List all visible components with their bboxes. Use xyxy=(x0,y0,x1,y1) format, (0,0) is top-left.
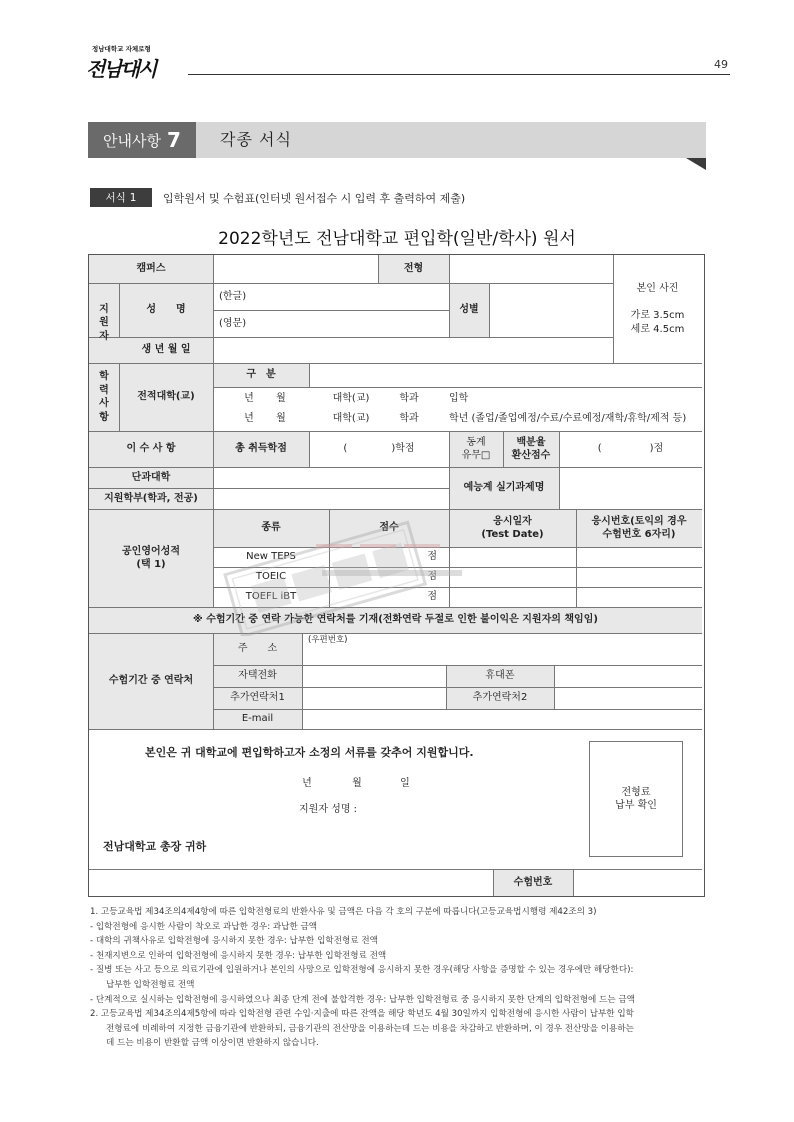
score-unit: )점 xyxy=(649,443,664,455)
academic-char-4: 항 xyxy=(99,411,109,423)
email-field[interactable] xyxy=(302,709,702,729)
test-date-teps[interactable] xyxy=(449,547,576,567)
name-korean-field[interactable]: (한글) xyxy=(219,290,247,302)
document-title: 2022학년도 전남대학교 편입학(일반/학사) 원서 xyxy=(218,229,576,249)
percentile-label xyxy=(503,431,559,467)
track-label: 전형 xyxy=(403,263,424,275)
name-english-field[interactable]: (영문) xyxy=(219,317,247,329)
history-row1-year: 년 xyxy=(244,392,254,404)
gender-label: 성별 xyxy=(459,304,479,316)
section-title: 각종 서식 xyxy=(220,130,292,149)
pledge-statement: 본인은 귀 대학교에 편입학하고자 소정의 서류를 갖추어 지원합니다. xyxy=(145,745,474,759)
home-phone-label: 자택전화 xyxy=(238,670,277,682)
test-date-toefl[interactable] xyxy=(449,587,576,607)
pledge-month[interactable]: 월 xyxy=(352,778,362,790)
applicant-signature[interactable]: 지원자 성명 : xyxy=(299,804,358,816)
extra-contact2-field[interactable] xyxy=(554,687,702,709)
rank-label-line1: 동계 xyxy=(466,436,486,448)
test-id-header xyxy=(576,509,702,547)
history-row2-school: 대학(교) xyxy=(332,412,370,424)
college-label: 단과대학 xyxy=(131,471,171,483)
percentile-label-line1: 백분율 xyxy=(516,436,546,448)
pledge-day[interactable]: 일 xyxy=(400,778,410,790)
history-row2-year: 년 xyxy=(244,412,254,424)
history-row1-dept: 학과 xyxy=(399,392,419,404)
postal-code-field[interactable]: (우편번호) xyxy=(308,635,348,646)
extra-contact1-label: 추가연락처1 xyxy=(230,692,285,704)
note-line: - 입학전형에 응시한 사람이 착오로 과납한 경우: 과납한 금액 xyxy=(90,921,318,932)
fee-confirmation-box[interactable] xyxy=(589,741,683,857)
test-score-toeic[interactable]: 점 xyxy=(427,571,437,583)
english-score-label-line1: 공인영어성적 xyxy=(122,545,180,557)
rank-checkbox[interactable] xyxy=(449,431,503,467)
exam-number-label: 수험번호 xyxy=(513,876,553,888)
score-open-paren: ( xyxy=(597,443,602,455)
note-line: - 단계적으로 실시하는 입학전형에 응시하였으나 최종 단계 전에 불합격한 경우: 납부한 입학전형료 중 응시하지 못한 단계의 입학전형에 드는 금액 xyxy=(90,994,635,1005)
banner-corner-decoration xyxy=(686,158,706,170)
rank-label-line2: 유무□ xyxy=(461,450,491,461)
exam-number-field[interactable] xyxy=(573,869,702,896)
english-score-label-line2: (택 1) xyxy=(136,559,166,570)
fee-label-line2: 납부 확인 xyxy=(615,800,657,811)
section-label xyxy=(88,122,196,158)
extra-contact1-field[interactable] xyxy=(302,687,446,709)
note-line: - 대학의 귀책사유로 입학전형에 응시하지 못한 경우: 납부한 입학전형료 전액 xyxy=(90,936,378,947)
department-field[interactable] xyxy=(213,488,449,509)
academic-char-2: 력 xyxy=(99,384,109,396)
test-name-toefl: TOEFL iBT xyxy=(245,591,297,603)
note-line: 1. 고등교육법 제34조의4제4항에 따른 입학전형료의 반환사유 및 금액은 다음 각 호의 구분에 따릅니다(고등교육법시행령 제42조의 3) xyxy=(90,907,597,917)
note-line: 납부한 입학전형료 전액 xyxy=(106,979,195,990)
note-line: 2. 고등교육법 제34조의4제5항에 따라 입학전형 관련 수입·지출에 따른 잔액을 해당 학년도 4월 30일까지 입학전형에 응시한 사람이 납부한 입학 xyxy=(90,1009,634,1020)
history-row2-status: 학년 (졸업/졸업예정/수료/수료예정/재학/휴학/제적 등) xyxy=(449,412,687,424)
test-id-toefl[interactable] xyxy=(576,587,702,607)
birthdate-field[interactable] xyxy=(213,337,613,363)
credits-unit: )학점 xyxy=(391,443,415,455)
test-type-header: 종류 xyxy=(261,522,281,534)
note-line: 데 드는 비용이 반환할 금액 이상이면 반환하지 않습니다. xyxy=(106,1038,319,1049)
academic-char-1: 학 xyxy=(99,371,109,382)
fee-confirmation-text xyxy=(590,742,682,856)
pledge-year[interactable]: 년 xyxy=(302,778,312,790)
mobile-label: 휴대폰 xyxy=(485,670,515,682)
category-label: 구 분 xyxy=(246,369,276,381)
name-label: 성 명 xyxy=(146,304,186,316)
campus-field[interactable] xyxy=(213,255,378,283)
history-row2-month: 월 xyxy=(276,412,286,424)
gender-field[interactable] xyxy=(489,283,613,337)
contact-notice: ※ 수험기간 중 연락 가능한 연락처를 기재(전화연락 두절로 인한 불이익은 지원자의 책임임) xyxy=(193,614,598,626)
test-date-toeic[interactable] xyxy=(449,567,576,587)
note-line: - 천재지변으로 인하여 입학전형에 응시하지 못한 경우: 납부한 입학전형료 전액 xyxy=(90,950,387,961)
track-field[interactable] xyxy=(449,255,613,283)
photo-area[interactable] xyxy=(613,255,702,363)
history-row1-month: 월 xyxy=(276,392,286,404)
section-banner xyxy=(88,122,706,158)
fee-label-line1: 전형료 xyxy=(621,786,651,798)
birthdate-label: 생 년 월 일 xyxy=(141,344,191,356)
total-credits-field[interactable] xyxy=(309,431,449,467)
test-id-header-line1: 응시번호(토익의 경우 xyxy=(591,515,687,527)
note-line: 전형료에 비례하여 지정한 금융기관에 반환하되, 금융기관의 전산망을 이용하는데 드는 비용을 차감하고 반환하며, 이 경우 전산망을 이용하는 xyxy=(106,1023,634,1034)
test-score-header: 점수 xyxy=(379,522,399,534)
test-name-teps: New TEPS xyxy=(246,551,296,563)
previous-school-label: 전적대학(교) xyxy=(137,391,195,403)
photo-width: 가로 3.5cm xyxy=(630,310,685,322)
campus-label: 캠퍼스 xyxy=(136,263,166,275)
page-number: 49 xyxy=(714,58,728,71)
photo-height: 세로 4.5cm xyxy=(630,323,685,335)
logo xyxy=(86,44,176,82)
test-score-teps[interactable]: 점 xyxy=(427,551,437,563)
address-label: 주 소 xyxy=(237,643,278,655)
test-id-toeic[interactable] xyxy=(576,567,702,587)
test-score-toefl[interactable]: 점 xyxy=(427,591,437,603)
pledge-recipient: 전남대학교 총장 귀하 xyxy=(103,839,207,853)
history-row2-dept: 학과 xyxy=(399,412,419,424)
arts-exam-field[interactable] xyxy=(559,467,702,509)
arts-exam-label: 예능계 실기과제명 xyxy=(463,482,545,494)
applicant-group-label xyxy=(89,283,119,363)
english-score-label xyxy=(89,509,213,607)
notes-section xyxy=(90,905,710,1051)
academic-char-3: 사 xyxy=(99,398,109,409)
test-date-header xyxy=(449,509,576,547)
test-date-header-line2: (Test Date) xyxy=(481,529,544,540)
credits-open-paren: ( xyxy=(343,443,348,455)
form-tag-number: 1 xyxy=(129,191,137,204)
photo-title: 본인 사진 xyxy=(636,282,679,294)
contact-label: 수험기간 중 연락처 xyxy=(108,675,194,687)
department-label: 지원학부(학과, 전공) xyxy=(104,492,198,504)
test-id-teps[interactable] xyxy=(576,547,702,567)
applicant-char-1: 지 xyxy=(99,303,109,315)
logo-subtitle: 정남대학교 자체로형 xyxy=(92,45,151,53)
applicant-char-3: 자 xyxy=(99,330,109,342)
logo-wordmark: 전남대시 xyxy=(86,57,156,81)
extra-contact2-label: 추가연락처2 xyxy=(472,692,528,704)
percentile-field[interactable] xyxy=(559,431,702,467)
academic-group-label xyxy=(89,363,119,431)
mobile-field[interactable] xyxy=(554,665,702,687)
section-number: 7 xyxy=(167,128,181,152)
form-tag-label: 서식 xyxy=(105,192,126,204)
test-name-toeic: TOEIC xyxy=(255,571,287,583)
application-form-table xyxy=(88,254,705,897)
test-id-header-line2: 수험번호 6자리) xyxy=(602,529,676,540)
applicant-char-2: 원 xyxy=(99,317,109,329)
total-credits-label: 총 취득학점 xyxy=(235,443,287,455)
form-tag xyxy=(90,188,152,207)
note-line: - 질병 또는 사고 등으로 의료기관에 입원하거나 본인의 사망으로 입학전형에 응시하지 못한 경우(해당 사항을 증명할 수 있는 경우에만 해당한다): xyxy=(90,965,634,976)
home-phone-field[interactable] xyxy=(302,665,446,687)
history-row1-school: 대학(교) xyxy=(332,392,370,404)
college-field[interactable] xyxy=(213,467,449,488)
category-field[interactable] xyxy=(309,363,702,387)
section-label-text: 안내사항 xyxy=(103,131,162,150)
completion-label: 이 수 사 항 xyxy=(126,443,176,455)
percentile-label-line2: 환산점수 xyxy=(511,450,551,461)
form-description: 입학원서 및 수험표(인터넷 원서접수 시 입력 후 출력하여 제출) xyxy=(163,192,466,205)
header-divider xyxy=(188,74,730,75)
email-label: E-mail xyxy=(241,713,274,725)
test-date-header-line1: 응시일자 xyxy=(493,515,532,527)
history-row1-status: 입학 xyxy=(449,392,469,404)
